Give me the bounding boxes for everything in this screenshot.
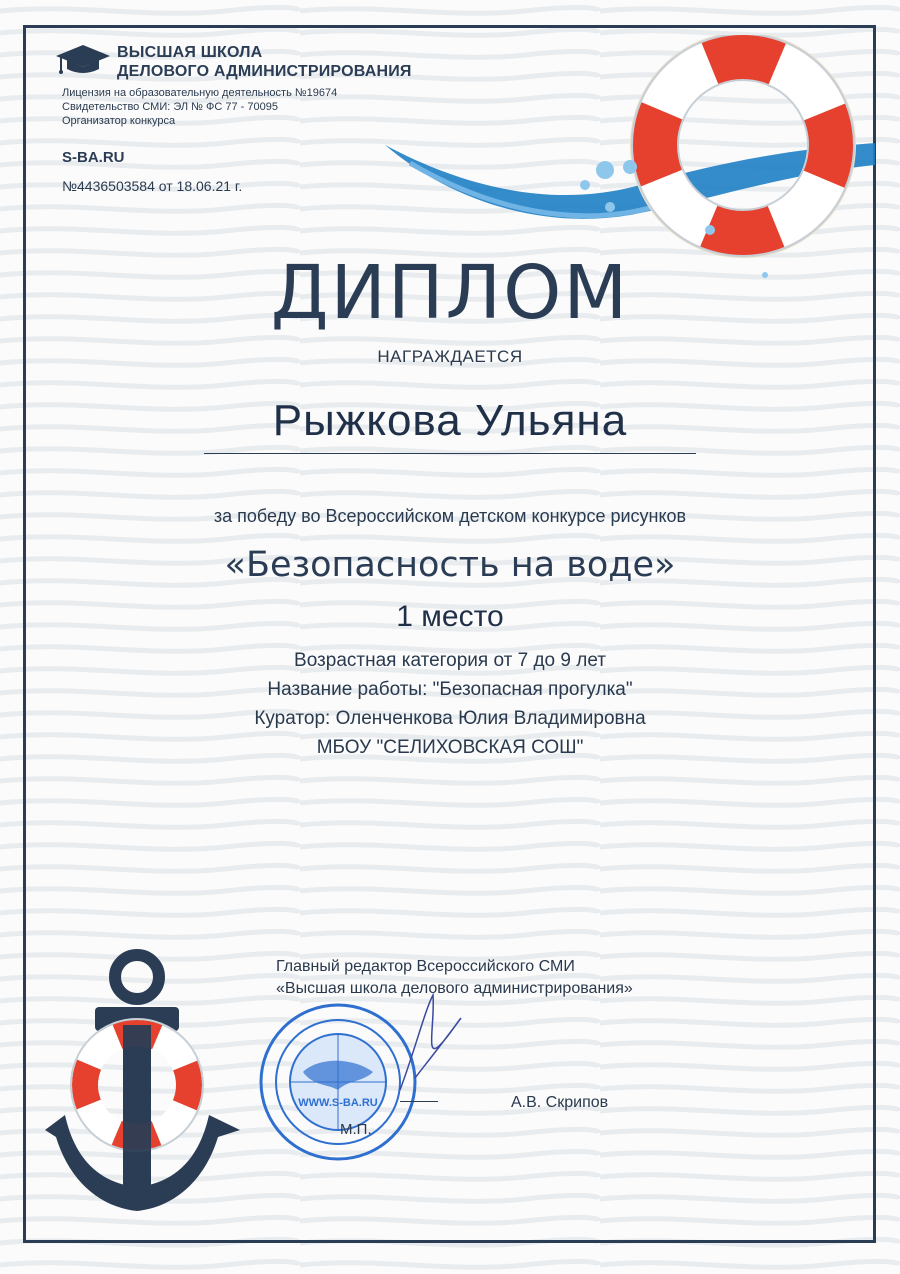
- place-result: 1 место: [396, 600, 504, 633]
- anchor-icon: [40, 945, 245, 1215]
- org-name-line1: ВЫСШАЯ ШКОЛА: [117, 44, 263, 61]
- recipient-underline: [204, 453, 696, 454]
- school-name: МБОУ "СЕЛИХОВСКАЯ СОШ": [316, 737, 584, 758]
- signature-scribble: [395, 990, 465, 1100]
- diploma-title: ДИПЛОМ: [270, 250, 630, 336]
- official-stamp: [258, 1002, 418, 1162]
- org-name: [117, 43, 412, 81]
- editor-line1: Главный редактор Всероссийского СМИ: [276, 958, 575, 975]
- signer-name: А.В. Скрипов: [511, 1094, 609, 1111]
- org-name-line2: ДЕЛОВОГО АДМИНИСТРИРОВАНИЯ: [117, 63, 412, 80]
- organizer-text: Организатор конкурса: [62, 115, 176, 127]
- graduation-cap-icon: [55, 43, 111, 77]
- recipient-name: Рыжкова Ульяна: [272, 396, 628, 445]
- contest-name: «Безопасность на воде»: [224, 545, 676, 585]
- awarded-label: НАГРАЖДАЕТСЯ: [377, 347, 523, 366]
- lifebuoy-icon: [632, 35, 854, 256]
- curator: Куратор: Оленченкова Юлия Владимировна: [254, 708, 646, 729]
- award-reason: за победу во Всероссийском детском конкурсе рисунков: [213, 506, 687, 526]
- editor-line2: «Высшая школа делового администрирования»: [276, 980, 633, 997]
- work-title: Название работы: "Безопасная прогулка": [267, 679, 633, 700]
- diploma-number: №4436503584 от 18.06.21 г.: [62, 178, 243, 194]
- signature-line: [400, 1101, 438, 1102]
- stamp-place-label: М.П.: [340, 1121, 372, 1138]
- age-category: Возрастная категория от 7 до 9 лет: [294, 650, 606, 671]
- license-text: Лицензия на образовательную деятельность №19674: [62, 87, 338, 99]
- media-cert-text: Свидетельство СМИ: ЭЛ № ФС 77 - 70095: [62, 101, 278, 113]
- site-link[interactable]: S-BA.RU: [62, 149, 125, 166]
- stamp-site-text: WWW.S-BA.RU: [298, 1097, 378, 1109]
